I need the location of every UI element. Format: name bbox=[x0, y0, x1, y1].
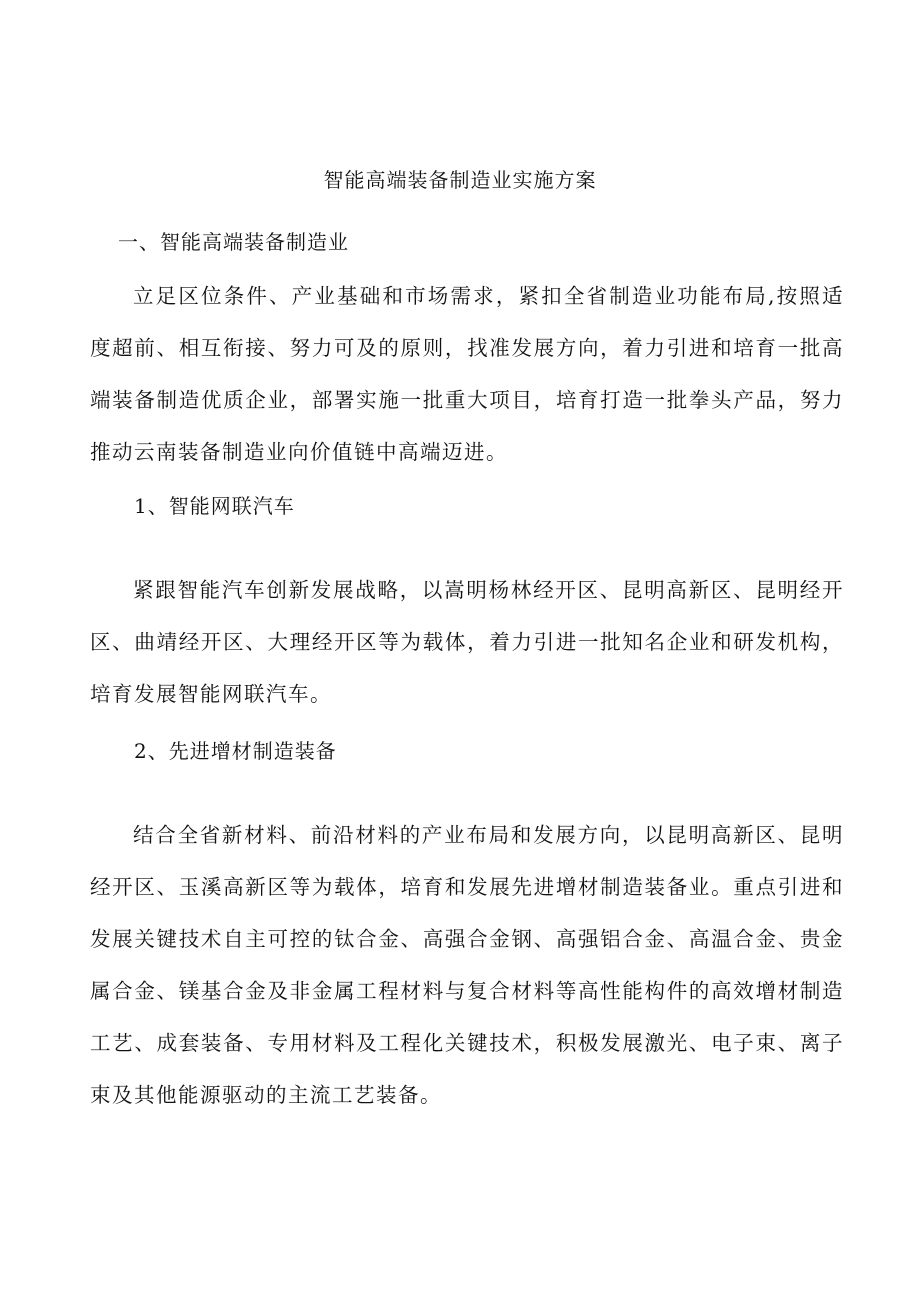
subsection-paragraph-additive-manufacturing: 结合全省新材料、前沿材料的产业布局和发展方向，以昆明高新区、昆明经开区、玉溪高新区等为载体，培育和发展先进增材制造装备业。重点引进和发展关键技术自主可控的钛合金、高强合金钢、高强铝合金、高温合金、贵金属合金、镁基合金及非金属工程材料与复合材料等高性能构件的高效增材制造工艺、成套装备、专用材料及工程化关键技术，积极发展激光、电子束、离子束及其他能源驱动的主流工艺装备。 bbox=[90, 823, 844, 1107]
subsection-heading-smart-vehicles: 1、智能网联汽车 bbox=[134, 494, 295, 518]
section-paragraph: 立足区位条件、产业基础和市场需求，紧扣全省制造业功能布局,按照适度超前、相互衔接、努力可及的原则，找准发展方向，着力引进和培育一批高端装备制造优质企业，部署实施一批重大项目，培育打造一批拳头产品，努力推动云南装备制造业向价值链中高端迈进。 bbox=[90, 284, 844, 464]
section-heading: 一、智能高端装备制造业 bbox=[118, 230, 349, 254]
subsection-heading-additive-manufacturing: 2、先进增材制造装备 bbox=[134, 739, 337, 763]
document-title: 智能高端装备制造业实施方案 bbox=[323, 168, 597, 192]
subsection-paragraph-smart-vehicles: 紧跟智能汽车创新发展战略，以嵩明杨林经开区、昆明高新区、昆明经开区、曲靖经开区、大理经开区等为载体，着力引进一批知名企业和研发机构，培育发展智能网联汽车。 bbox=[90, 578, 844, 706]
